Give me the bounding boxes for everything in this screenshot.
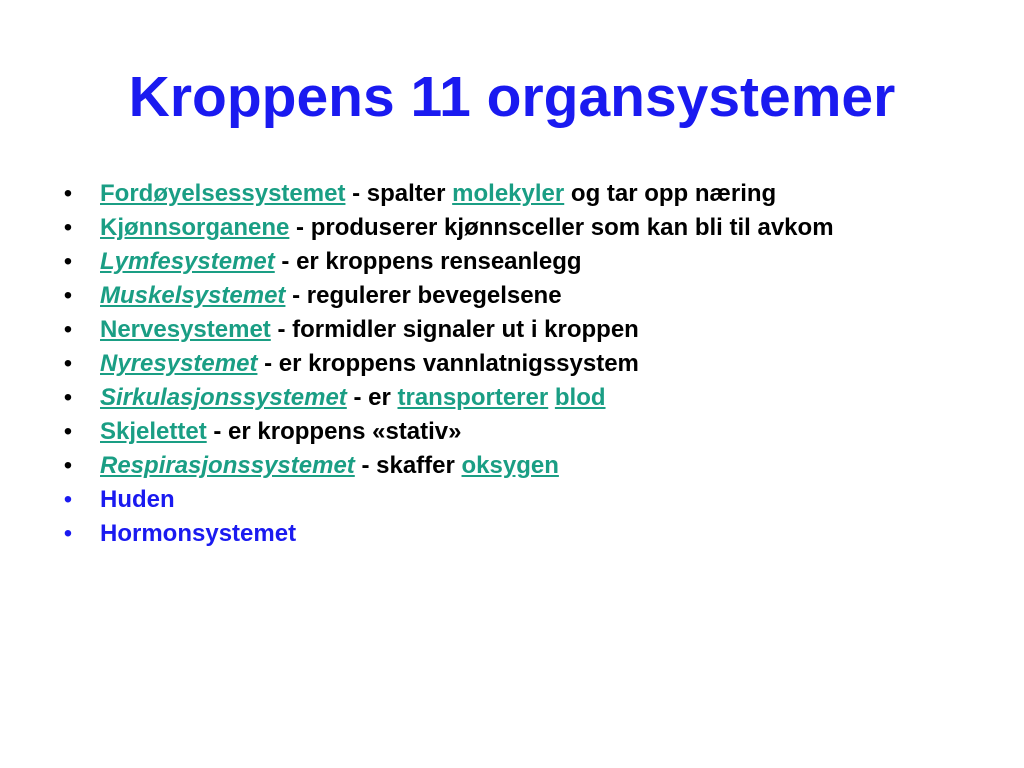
link-nyresystemet[interactable]: Nyresystemet [100, 350, 258, 377]
list-item [58, 384, 938, 412]
item-huden: Huden [100, 486, 175, 513]
bullet-icon: • [63, 418, 73, 445]
list-item [58, 316, 938, 344]
item-text: - er kroppens vannlatnigssystem [257, 350, 639, 377]
link-nervesystemet[interactable]: Nervesystemet [100, 316, 271, 343]
list-item [58, 486, 938, 514]
link-respirasjonssystemet[interactable]: Respirasjonssystemet [100, 452, 355, 479]
item-text: - skaffer [354, 452, 462, 479]
link-muskelsystemet[interactable]: Muskelsystemet [100, 282, 286, 309]
link-transporterer[interactable]: transporterer [397, 384, 549, 411]
item-text: og tar opp næring [564, 180, 777, 207]
bullet-icon: • [63, 214, 73, 241]
list-item [58, 418, 938, 446]
link-sirkulasjonssystemet[interactable]: Sirkulasjonssystemet [100, 384, 347, 411]
item-text: - er [346, 384, 398, 411]
bullet-icon: • [63, 180, 73, 207]
list-item [58, 248, 938, 276]
bullet-icon: • [63, 520, 73, 547]
list-item [58, 180, 938, 208]
list-item [58, 214, 938, 242]
bullet-icon: • [63, 452, 73, 479]
bullet-icon: • [63, 316, 73, 343]
slide-title: Kroppens 11 organsystemer [128, 65, 896, 129]
link-blod[interactable]: blod [554, 384, 606, 411]
bullet-icon: • [63, 282, 73, 309]
link-lymfesystemet[interactable]: Lymfesystemet [100, 248, 275, 275]
item-text: - formidler signaler ut i kroppen [270, 316, 639, 343]
bullet-icon: • [63, 248, 73, 275]
list-item [58, 350, 938, 378]
item-text [548, 384, 555, 411]
item-text: - regulerer bevegelsene [285, 282, 562, 309]
link-molekyler[interactable]: molekyler [452, 180, 565, 207]
list-item [58, 520, 938, 548]
item-hormonsystemet: Hormonsystemet [100, 520, 297, 547]
link-skjelettet[interactable]: Skjelettet [100, 418, 207, 445]
link-kjonnsorganene[interactable]: Kjønnsorganene [100, 214, 290, 241]
item-text: - produserer kjønnsceller som kan bli til avkom [289, 214, 834, 241]
item-text: - er kroppens renseanlegg [274, 248, 582, 275]
item-text: - er kroppens «stativ» [206, 418, 462, 445]
link-fordoyelsessystemet[interactable]: Fordøyelsessystemet [100, 180, 346, 207]
list-item [58, 452, 938, 480]
item-text: - spalter [345, 180, 453, 207]
list-item [58, 282, 938, 310]
organ-system-list [58, 180, 938, 554]
link-oksygen[interactable]: oksygen [461, 452, 559, 479]
bullet-icon: • [63, 384, 73, 411]
bullet-icon: • [63, 350, 73, 377]
bullet-icon: • [63, 486, 73, 513]
